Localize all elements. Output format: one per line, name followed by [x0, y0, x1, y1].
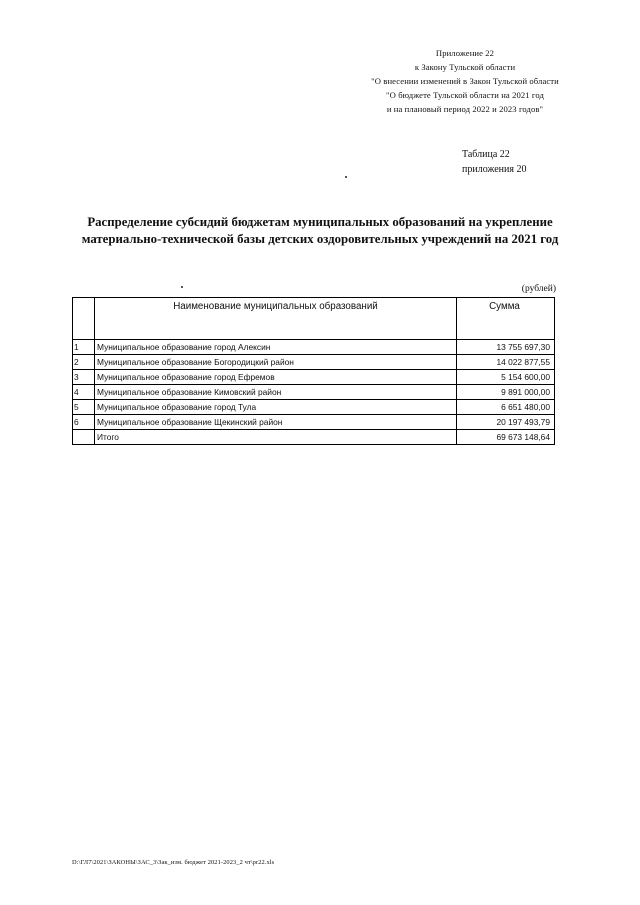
row-amount: 20 197 493,79: [457, 415, 555, 430]
header-line: к Закону Тульской области: [414, 62, 516, 72]
row-name: Муниципальное образование Богородицкий район: [95, 355, 457, 370]
table-reference: [462, 148, 526, 177]
stray-dot: [345, 176, 347, 178]
row-number: 3: [73, 370, 95, 385]
row-amount: 6 651 480,00: [457, 400, 555, 415]
unit-label: (рублей): [521, 284, 556, 294]
row-name: Муниципальное образование город Ефремов: [95, 370, 457, 385]
table-row: [73, 385, 555, 400]
stray-dot: [181, 286, 183, 288]
title-line: материально-технической базы детских оздоровительных учреждений на 2021 год: [81, 232, 559, 246]
subsidy-table: [72, 297, 555, 445]
table-row: [73, 340, 555, 355]
document-title: [60, 214, 580, 248]
row-number: 2: [73, 355, 95, 370]
header-line: "О бюджете Тульской области на 2021 год: [386, 90, 544, 100]
table-header-row: [73, 298, 555, 340]
row-name: Муниципальное образование город Тула: [95, 400, 457, 415]
table-row: [73, 355, 555, 370]
row-name: Муниципальное образование Кимовский район: [95, 385, 457, 400]
total-label: Итого: [95, 430, 457, 445]
table-total-row: [73, 430, 555, 445]
table-row: [73, 370, 555, 385]
row-number: 1: [73, 340, 95, 355]
header-line: "О внесении изменений в Закон Тульской области: [371, 76, 559, 86]
table-row: [73, 400, 555, 415]
row-amount: 14 022 877,55: [457, 355, 555, 370]
header-line: и на плановый период 2022 и 2023 годов": [386, 104, 544, 114]
file-path-footer: D:\ГЛ7\2021\ЗАКОНЫ\ЗАС_3\Зак_изм. бюджет 2021-2023_2 чт\pr22.xls: [72, 859, 275, 866]
table-ref-line: приложения 20: [462, 163, 527, 175]
row-name: Муниципальное образование Щекинский район: [95, 415, 457, 430]
appendix-header: [300, 46, 630, 116]
table-ref-line: Таблица 22: [462, 149, 510, 160]
row-amount: 13 755 697,30: [457, 340, 555, 355]
total-amount: 69 673 148,64: [457, 430, 555, 445]
total-number-cell: [73, 430, 95, 445]
header-cell-amount: Сумма: [457, 298, 555, 340]
row-amount: 9 891 000,00: [457, 385, 555, 400]
row-number: 6: [73, 415, 95, 430]
header-cell-number: [73, 298, 95, 340]
row-number: 5: [73, 400, 95, 415]
row-name: Муниципальное образование город Алексин: [95, 340, 457, 355]
header-line: Приложение 22: [435, 48, 495, 58]
table-row: [73, 415, 555, 430]
row-amount: 5 154 600,00: [457, 370, 555, 385]
row-number: 4: [73, 385, 95, 400]
header-cell-name: Наименование муниципальных образований: [95, 298, 457, 340]
title-line: Распределение субсидий бюджетам муниципальных образований на укрепление: [87, 215, 553, 229]
